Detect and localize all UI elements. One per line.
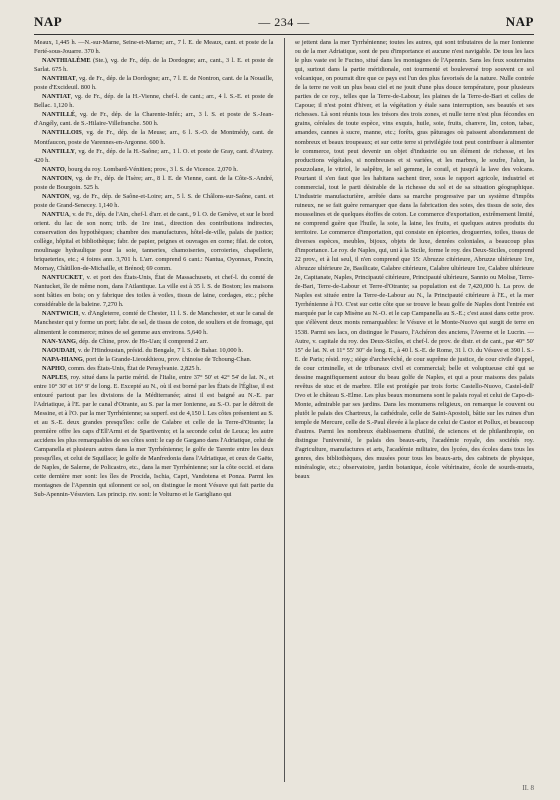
entry-naples2 bbox=[295, 38, 535, 481]
entry-nantwich bbox=[34, 309, 274, 336]
entry-headword: NAPA-HIANG bbox=[42, 355, 83, 363]
entry-headword: NANTIAT bbox=[42, 93, 71, 101]
entry-nantillois bbox=[34, 128, 274, 146]
entry-headword: NANTHIALÈME bbox=[42, 57, 91, 65]
entry-headword: NAPHO bbox=[42, 364, 65, 372]
entry-headword: NAN-YANG bbox=[42, 337, 76, 345]
column-divider bbox=[284, 38, 285, 782]
entry-nantilly bbox=[34, 147, 274, 165]
entry-naples1 bbox=[34, 373, 274, 500]
entry-nanthialeme bbox=[34, 56, 274, 74]
entry-text: , vg. de Fr., dép. de la H.-Saône; arr., 1 l. O. et poste de Gray, cant. d'Autrey. 420 h. bbox=[34, 147, 274, 164]
entry-text: , vg. de Fr., dép. de la Charente-Infér.; arr., 3 l. S. et poste de S.-Jean-d'Angély, cant. de S.-Hilaire-Villefranche. 500 h. bbox=[34, 111, 274, 128]
entry-headword: NANTILLOIS bbox=[42, 129, 82, 137]
entry-headword: NANTILLÉ bbox=[42, 111, 76, 119]
entry-nantoin bbox=[34, 174, 274, 192]
entry-text: , vg. de Fr., dép. de la H.-Vienne, chef-l. de cant.; arr., 4 l. S.-E. et poste de Bellac. 1,120 h. bbox=[34, 93, 274, 110]
entry-napho bbox=[34, 364, 274, 373]
header-rule bbox=[34, 34, 534, 35]
entry-text: , roy. situé dans la partie mérid. de l'Italie, entre 37° 50' et 42° 54' de lat. N., et entre 10° 30' et 16° 9' de long. E. Excepté au N., où il est borné par les États de l'Église, il est entouré partout par les divisions de la Méditerranée; ainsi il est baigné au N.-E. par l'Adriatique, à l'E. par le canal d'Otrante, au S. par la mer Ionienne, au S.-O. par le détroit de Messine, et à l'O. par la mer Tyrrhénienne; sa superf. est de 4,150 l. Les côtes présentent au S. et au S.-E. deux grandes presqu'îles: celle de Calabre et celle de la Terre-d'Otrante; la première offre les caps d'Ell'Armi et de Spartivento; et la seconde celui de Leuca; les autre accidens les plus remarquables de ses côtes sont: le cap de Gargano dans l'Adriatique, celui de Campanella et plusieurs autres dans la mer Tyrrhénienne; le golfe de Tarente entre les deux presqu'îles, et celui de Squillace; le golfe de Manfredonia dans l'Adriatique, et ceux de Gaëte, de Naples, de Salerne, de Policastro, etc., dans la mer Tyrrhénienne; sur la côte occid. et dans cette dernière mer sont: les îles de Procida, Ischia, Capri, Vandotena et Ponza. Parmi les montagnes de l'Apennin qui silonnent ce sol, on distingue le mont Vésuve qui fait partie du Sub-Apennin-Vésuvien. Les princip. riv. sont: le Volturno et le Garigliano qui bbox=[34, 373, 274, 499]
entry-headword: NANTILLY bbox=[42, 147, 75, 155]
text-columns bbox=[34, 38, 534, 782]
entry-napahiang bbox=[34, 355, 274, 364]
entry-nanyang bbox=[34, 337, 274, 346]
entry-text: (Ste.), vg. de Fr., dép. de la Dordogne; arr., cant., 3 l. E. et poste de Sarlat. 675 h. bbox=[34, 57, 274, 74]
entry-text: , v. et port des États-Unis, État de Massachusets, et chef-l. du comté de Nantucket, île de même nom, dans l'Atlantique. La ville est à 35 l. S. de Boston; les maisons sont bâties en bois; on y fabrique des toiles à voiles, tissus de laine, cordages, etc.; pêche considérable de la baleine. 7,270 h. bbox=[34, 274, 274, 309]
header-right-word: NAP bbox=[505, 14, 534, 29]
entry-headword: NANTOIN bbox=[42, 174, 72, 182]
entry-text: , vg. de Fr., dép. de la Meuse; arr., 6 l. S.-O. de Montmédy, cant. de Montfaucon, poste de Varennes-en-Argonne. 600 h. bbox=[34, 129, 274, 146]
entry-headword: NANTWICH bbox=[42, 310, 79, 318]
entry-text: , dép. de Chine, prov. de Ho-Uan; il comprend 2 arr. bbox=[75, 337, 209, 345]
entry-nantucket bbox=[34, 273, 274, 309]
header-left-word: NAP bbox=[34, 14, 63, 29]
entry-text: , v. de l'Hindoustan, présid. du Bengale, 7 l. S. de Bahar. 10,000 h. bbox=[74, 346, 244, 354]
entry-nanton bbox=[34, 192, 274, 210]
entry-headword: NANTON bbox=[42, 192, 70, 200]
page-header bbox=[34, 14, 534, 32]
entry-text: , vg. de Fr., dép. de Saône-et-Loire; arr., 5 l. S. de Châlons-sur-Saône, cant. et poste de Grand-Senecey. 1,140 h. bbox=[34, 192, 274, 209]
entry-text: , vg. de Fr., dép. de l'Isère; arr., 8 l. E. de Vienne, cant. de la Côte-S.-André, poste de Bourgoin. 525 h. bbox=[34, 174, 274, 191]
entry-nantille bbox=[34, 110, 274, 128]
entry-headword: NANTHIAT bbox=[42, 75, 76, 83]
entry-text: , vg. de Fr., dép. de la Dordogne; arr., 7 l. E. de Nontron, cant. de la Nouaille, poste d'Excideuil. 800 h. bbox=[34, 75, 274, 92]
entry-nanto bbox=[34, 165, 274, 174]
entry-text: , port de la Grande-Lieoukhieou, prov. chinoise de Tchoung-Chan. bbox=[82, 355, 252, 363]
entry-text: Meaux, 1,445 h. —N.-sur-Marne, Seine-et-Marne; arr., 7 l. E. de Meaux, cant. et poste de la Ferté-sous-Jouarre. 370 h. bbox=[34, 39, 274, 56]
entry-headword: NAPLES bbox=[42, 373, 68, 381]
right-column bbox=[295, 38, 535, 782]
entry-headword: NAOUDAH bbox=[42, 346, 75, 354]
entry-text: , v. de Fr., dép. de l'Ain, chef-l. d'arr. et de cant., 9 l. O. de Genève, et sur le bord orient. du lac de son nom; trib. de 1re inst., direction des contributions indirectes, conservation des hypothèques; chambre des manufactures, hôtel-de-ville, palais de justice; collège, hôpital et bibliothèque; fabr. de papier, peignes et ouvrages en corne; filat. de coton, moulinage hydraulique pour la soie, tanneries, chamoiseries, corroieries, chapellerie, briqueteries, etc.; 4 foires ann. 3,701 h. L'arr. comprend 6 cant.: Nantua, Oyonnax, Poncin, Mornay, Châtillon-de-Michaille, et Brénod; 69 comm. bbox=[34, 210, 274, 273]
entry-meaux bbox=[34, 38, 274, 56]
entry-text: se jettent dans la mer Tyrrhénienne; toutes les autres, qui sont tributaires de la mer Ionienne ou de la mer Adriatique, sont de peu d'importance et aucune n'est navigable. De tous les lacs le plus vaste est le Fucino, situé dans les montagnes de l'Apennin. Sans les feux souterrains qui, surtout dans la partie méridionale, ont tourmenté et bouleversé trop souvent ce sol volcanique, on pourrait dire que ce pays est l'un des plus favorisés de la nature. Nulle contrée de la terre ne voit un plus beau ciel et ne jouit d'une plus douce température, pour plusieurs parties de ce roy., telles que la Terre-de-Labour, les plaines de la Terre-de-Bari et celles de Capoue; il n'est point d'hiver, et la végétation y étale sans interruption, ses beautés et ses richesses. Là sont réunis tous les trésors des trois zones, et nulle terre n'est plus fécondes en grains, céréales de toute espèce, vins exquis, huile, soie, fruits, chanvre, lin, coton, tabac, amandes, cannes à sucre, manne, etc.; forêts, gras pâturages où paissent abondamment de nombreux et beaux troupeaux; et sur cette terre si privilégiée tout peut contribuer à alimenter le commerce, tout peut devenir un objet d'industrie ou un élément de richesse, et les productions végétales, si nombreuses et si variées, et les marbres, le soufre, l'alun, la pouzzolane, le vitriol, le salpêtre, le sel gemme, le corail, et jusqu'à la lave des volcans. Pourtant il s'en faut que les habitans sachent tirer, sous le rapport agricole, industriel et commercial, tout le parti désirable de la richesse du sol et de sa situation géographique. L'industrie manufacturière, arrêtée dans sa marche progressive par un système d'impôts ruineux, ne se fait guère remarquer que dans la fabrication des soies, des tissus de soie, des mousselines et de quelques étoffes de coton. Le commerce d'exportation, extrêmement limité, ne comprend guère que l'huile, la soie, la laine, les fruits, et quelques autres produits du territoire. Le commerce d'importation, qui consiste en épiceries, droguerries, toiles, tissus de diverses espèces, meubles, bijoux, objets de luxe, denrées coloniales, a beaucoup plus d'importance. Le roy. de Naples, qui, uni à la Sicile, forme le roy. des Deux-Siciles, comprend 22 prov., et à lui seul, il n'en comprend que 15: Abruzze citérieure, Abruzze ultérieure 1re, Abruzze ultérieure 2e, Basilicate, Calabre citérieure, Calabre ultérieure 1re, Calabre ultérieure 2e, Capitanate, Naples, Principauté citérieure, Principauté ultérieure, Sannio ou Molise, Terre-de-Bari, Terre-de-Labour et Terre-d'Otrante; sa population est de 7,420,000 h. La prov. de Naples est située entre la Terre-de-Labour au N., la Principauté citérieure à l'E., et la mer Tyrrhénienne à l'O. C'est sur cette côte que se trouve le beau golfe de Naples dont l'entrée est marquée par le cap Misène au N.-O. et le cap Campanella au S.-E.; c'est aussi dans cette prov. que s'élèvent deux monts remarquables: le Vésuve et le Monte-Nuovo qui surgit de terre en 1538. Parmi ses lacs, on distingue le Fusaro, l'Achéron des anciens, l'Averne et le Lucrin. —Autre, v. capitale du roy. des Deux-Siciles, et chef-l. de prov. de distr. et de cant., par 40° 50' 15" de lat. N. et 11° 55' 30" de long. E., à 40 l. S.-E. de Rome, 31 l. O. du Vésuve et 390 l. S.-E. de Paris; résid. roy.; siège d'archevêché, de cour suprême de justice, de cour civile d'appel, de cour criminelle, et de tribunaux civil et commercial; belle et voluptueuse cité qui se dessine magnifiquement autour du beau golfe de Naples, et qui a pour maisons des palais revêtus de stuc et de marbre. Elle est protégée par trois forts: Castello-Nuovo, Castel-dell' Ovo et le château S.-Elme. Les plus beaux monumens sont le palais royal et celui de Capo-di-Monte, admirable par ses jardins. Dans les monumens religieux, on remarque le couvent ou plutôt le palais des Chartreux, la cathédrale, celle de Saint-Apostoli, bâtie sur les ruines d'un temple de Mercure, celle de S.-Paul élevée à la place de celui de Castor et Pollux, et beaucoup d'autres. Parmi les nombreux établissemens d'utilité, de sciences et de philanthropie, on distingue l'université, le palais des beaux-arts, l'académie royale, des sociétés roy. d'agriculture, manufactures et arts, l'académie militaire, des lycées, des écoles dans tous les genres, des bibliothèques, des musées pour tous les beaux-arts, des cabinets de physique, minéralogie, etc.; observatoire, jardin botanique, école vétérinaire, école de sourds-muets, beaux bbox=[294, 39, 534, 481]
entry-nanthiat bbox=[34, 74, 274, 92]
signature-mark: II. 8 bbox=[522, 784, 534, 792]
entry-headword: NANTUA bbox=[42, 210, 70, 218]
page-footer bbox=[34, 784, 534, 796]
entry-nantiat bbox=[34, 92, 274, 110]
entry-headword: NANTO bbox=[42, 165, 65, 173]
entry-text: , bourg du roy. Lombard-Vénitien; prov., 3 l. S. de Vicence. 2,070 h. bbox=[64, 165, 238, 173]
entry-nantua bbox=[34, 210, 274, 273]
entry-text: , comm. des États-Unis, État de Pensylvanie. 2,825 h. bbox=[64, 364, 201, 372]
entry-headword: NANTUCKET bbox=[42, 274, 83, 282]
entry-text: , v. d'Angleterre, comté de Chester, 11 l. S. de Manchester, et sur le canal de Manchester qui y forme un port; fabr. de sel, de tissus de coton, de souliers et de fromage, qui alimentent le commerce; mines de sel gemme aux environs. 5,640 h. bbox=[34, 310, 274, 336]
page-number: — 234 — bbox=[258, 15, 310, 29]
left-column bbox=[34, 38, 274, 782]
entry-naoudah bbox=[34, 346, 274, 355]
